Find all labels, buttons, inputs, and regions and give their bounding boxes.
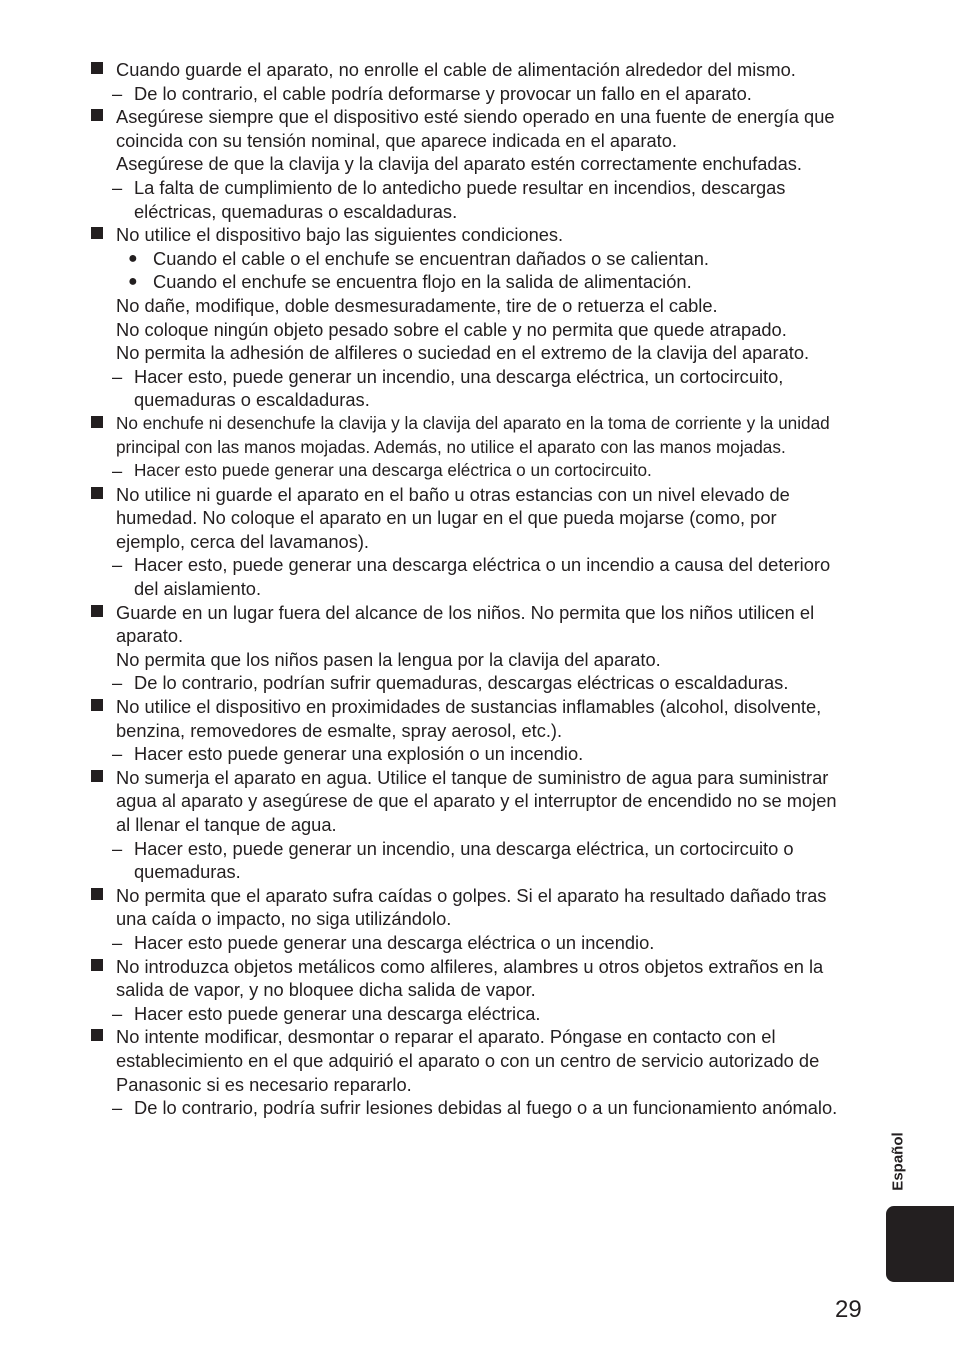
consequence-note xyxy=(112,1096,879,1120)
square-bullet-icon xyxy=(91,959,103,971)
dash-marker: – xyxy=(112,743,123,765)
consequence-text-line: Hacer esto puede generar una descarga eléctrica o un cortocircuito. xyxy=(134,460,652,481)
consequence-note xyxy=(112,553,879,600)
language-tab-marker xyxy=(886,1206,954,1282)
square-bullet-icon xyxy=(91,416,103,428)
dash-marker: – xyxy=(112,931,123,953)
dot-bullet-icon: ● xyxy=(128,273,138,291)
consequence-text-line: De lo contrario, podría sufrir lesiones debidas al fuego o a un funcionamiento anómalo. xyxy=(134,1097,838,1119)
item-text-line: agua al aparato y asegúrese de que el aparato y el interruptor de encendido no se mojen xyxy=(116,790,837,812)
page-number: 29 xyxy=(835,1296,862,1323)
consequence-note xyxy=(112,837,879,884)
item-text-line: No permita que el aparato sufra caídas o golpes. Si el aparato ha resultado dañado tras xyxy=(116,884,827,906)
dash-marker: – xyxy=(112,176,123,198)
item-text-line: ejemplo, cerca del lavamanos). xyxy=(116,530,370,552)
consequence-note xyxy=(112,671,879,695)
item-text-line: humedad. No coloque el aparato en un lugar en el que pueda mojarse (como, por xyxy=(116,507,777,529)
consequence-text-line: Hacer esto puede generar una descarga eléctrica. xyxy=(134,1002,541,1024)
dash-marker: – xyxy=(112,365,123,387)
square-bullet-icon xyxy=(91,62,103,74)
consequence-note xyxy=(112,82,879,106)
consequence-text-line: quemaduras. xyxy=(134,861,241,883)
consequence-text-line: Hacer esto puede generar una descarga eléctrica o un incendio. xyxy=(134,931,655,953)
dot-bullet-icon: ● xyxy=(128,249,138,267)
square-bullet-icon xyxy=(91,699,103,711)
dash-marker: – xyxy=(112,460,123,482)
square-bullet-icon xyxy=(91,487,103,499)
dash-marker: – xyxy=(112,82,123,104)
consequence-note xyxy=(112,931,879,955)
item-text-line: No introduzca objetos metálicos como alfileres, alambres u otros objetos extraños en la xyxy=(116,955,824,977)
consequence-text-line: La falta de cumplimiento de lo antedicho puede resultar en incendios, descargas xyxy=(134,176,786,198)
item-text-line: benzina, removedores de esmalte, spray aerosol, etc.). xyxy=(116,719,563,741)
item-text-line: No coloque ningún objeto pesado sobre el cable y no permita que quede atrapado. xyxy=(116,318,787,340)
square-bullet-icon xyxy=(91,1029,103,1041)
consequence-text-line: Hacer esto, puede generar un incendio, una descarga eléctrica, un cortocircuito, xyxy=(134,365,784,387)
consequence-note xyxy=(112,1002,879,1026)
consequence-note xyxy=(112,365,879,412)
item-text-line: coincida con su tensión nominal, que aparece indicada en el aparato. xyxy=(116,129,678,151)
item-text-line: No permita que los niños pasen la lengua por la clavija del aparato. xyxy=(116,648,661,670)
item-text-line: Guarde en un lugar fuera del alcance de los niños. No permita que los niños utilicen el xyxy=(116,601,815,623)
list-item xyxy=(89,1025,879,1119)
list-item xyxy=(89,884,879,955)
item-text-line: Asegúrese de que la clavija y la clavija del aparato estén correctamente enchufadas. xyxy=(116,153,802,175)
sub-bullet-text: Cuando el enchufe se encuentra flojo en la salida de alimentación. xyxy=(153,271,692,293)
item-text-line: No utilice el dispositivo bajo las siguientes condiciones. xyxy=(116,224,564,246)
list-item xyxy=(89,955,879,1026)
item-text-line: salida de vapor, y no bloquee dicha salida de vapor. xyxy=(116,979,536,1001)
list-item xyxy=(89,483,879,601)
consequence-text-line: del aislamiento. xyxy=(134,578,262,600)
item-text-line: principal con las manos mojadas. Además, no utilice el aparato con las manos mojadas. xyxy=(116,436,786,457)
list-item xyxy=(89,105,879,223)
sub-bullet xyxy=(116,247,879,271)
consequence-text-line: eléctricas, quemaduras o escaldaduras. xyxy=(134,200,458,222)
item-text-line: No utilice ni guarde el aparato en el baño u otras estancias con un nivel elevado de xyxy=(116,483,790,505)
dash-marker: – xyxy=(112,1097,123,1119)
consequence-text-line: Hacer esto, puede generar un incendio, una descarga eléctrica, un cortocircuito o xyxy=(134,837,794,859)
list-item xyxy=(89,58,879,105)
list-item xyxy=(89,695,879,766)
dash-marker: – xyxy=(112,837,123,859)
item-text-line: No intente modificar, desmontar o reparar el aparato. Póngase en contacto con el xyxy=(116,1026,776,1048)
dash-marker: – xyxy=(112,554,123,576)
dash-marker: – xyxy=(112,1002,123,1024)
consequence-text-line: De lo contrario, podrían sufrir quemaduras, descargas eléctricas o escaldaduras. xyxy=(134,672,789,694)
square-bullet-icon xyxy=(91,888,103,900)
item-text-line: No enchufe ni desenchufe la clavija y la clavija del aparato en la toma de corriente y la unidad xyxy=(116,412,830,433)
sub-bullet-text: Cuando el cable o el enchufe se encuentran dañados o se calientan. xyxy=(153,247,709,269)
item-text-line: No permita la adhesión de alfileres o suciedad en el extremo de la clavija del aparato. xyxy=(116,342,810,364)
consequence-text-line: Hacer esto, puede generar una descarga eléctrica o un incendio a causa del deterioro xyxy=(134,554,831,576)
item-text-line: No sumerja el aparato en agua. Utilice el tanque de suministro de agua para suministrar xyxy=(116,766,829,788)
consequence-note xyxy=(112,742,879,766)
safety-instructions-list xyxy=(89,58,879,1120)
language-label-text: Español xyxy=(889,1132,907,1191)
dash-marker: – xyxy=(112,672,123,694)
item-text-line: una caída o impacto, no siga utilizándolo. xyxy=(116,908,452,930)
square-bullet-icon xyxy=(91,770,103,782)
list-item xyxy=(89,601,879,695)
list-item xyxy=(89,766,879,884)
list-item xyxy=(89,412,879,483)
consequence-text-line: quemaduras o escaldaduras. xyxy=(134,389,370,411)
consequence-note xyxy=(112,176,879,223)
consequence-note xyxy=(112,459,879,483)
item-text-line: aparato. xyxy=(116,625,184,647)
item-text-line: No utilice el dispositivo en proximidades de sustancias inflamables (alcohol, disolvente, xyxy=(116,696,822,718)
item-text-line: establecimiento en el que adquirió el aparato o con un centro de servicio autorizado de xyxy=(116,1049,820,1071)
square-bullet-icon xyxy=(91,109,103,121)
square-bullet-icon xyxy=(91,227,103,239)
square-bullet-icon xyxy=(91,605,103,617)
item-text-line: Cuando guarde el aparato, no enrolle el cable de alimentación alrededor del mismo. xyxy=(116,59,796,80)
list-item xyxy=(89,223,879,412)
consequence-text-line: De lo contrario, el cable podría deformarse y provocar un fallo en el aparato. xyxy=(134,82,752,104)
item-text-line: Panasonic si es necesario repararlo. xyxy=(116,1073,412,1095)
sub-bullet xyxy=(116,270,879,294)
item-text-line: Asegúrese siempre que el dispositivo esté siendo operado en una fuente de energía que xyxy=(116,106,835,128)
consequence-text-line: Hacer esto puede generar una explosión o un incendio. xyxy=(134,743,584,765)
item-text-line: al llenar el tanque de agua. xyxy=(116,814,337,835)
item-text-line: No dañe, modifique, doble desmesuradamente, tire de o retuerza el cable. xyxy=(116,294,718,316)
